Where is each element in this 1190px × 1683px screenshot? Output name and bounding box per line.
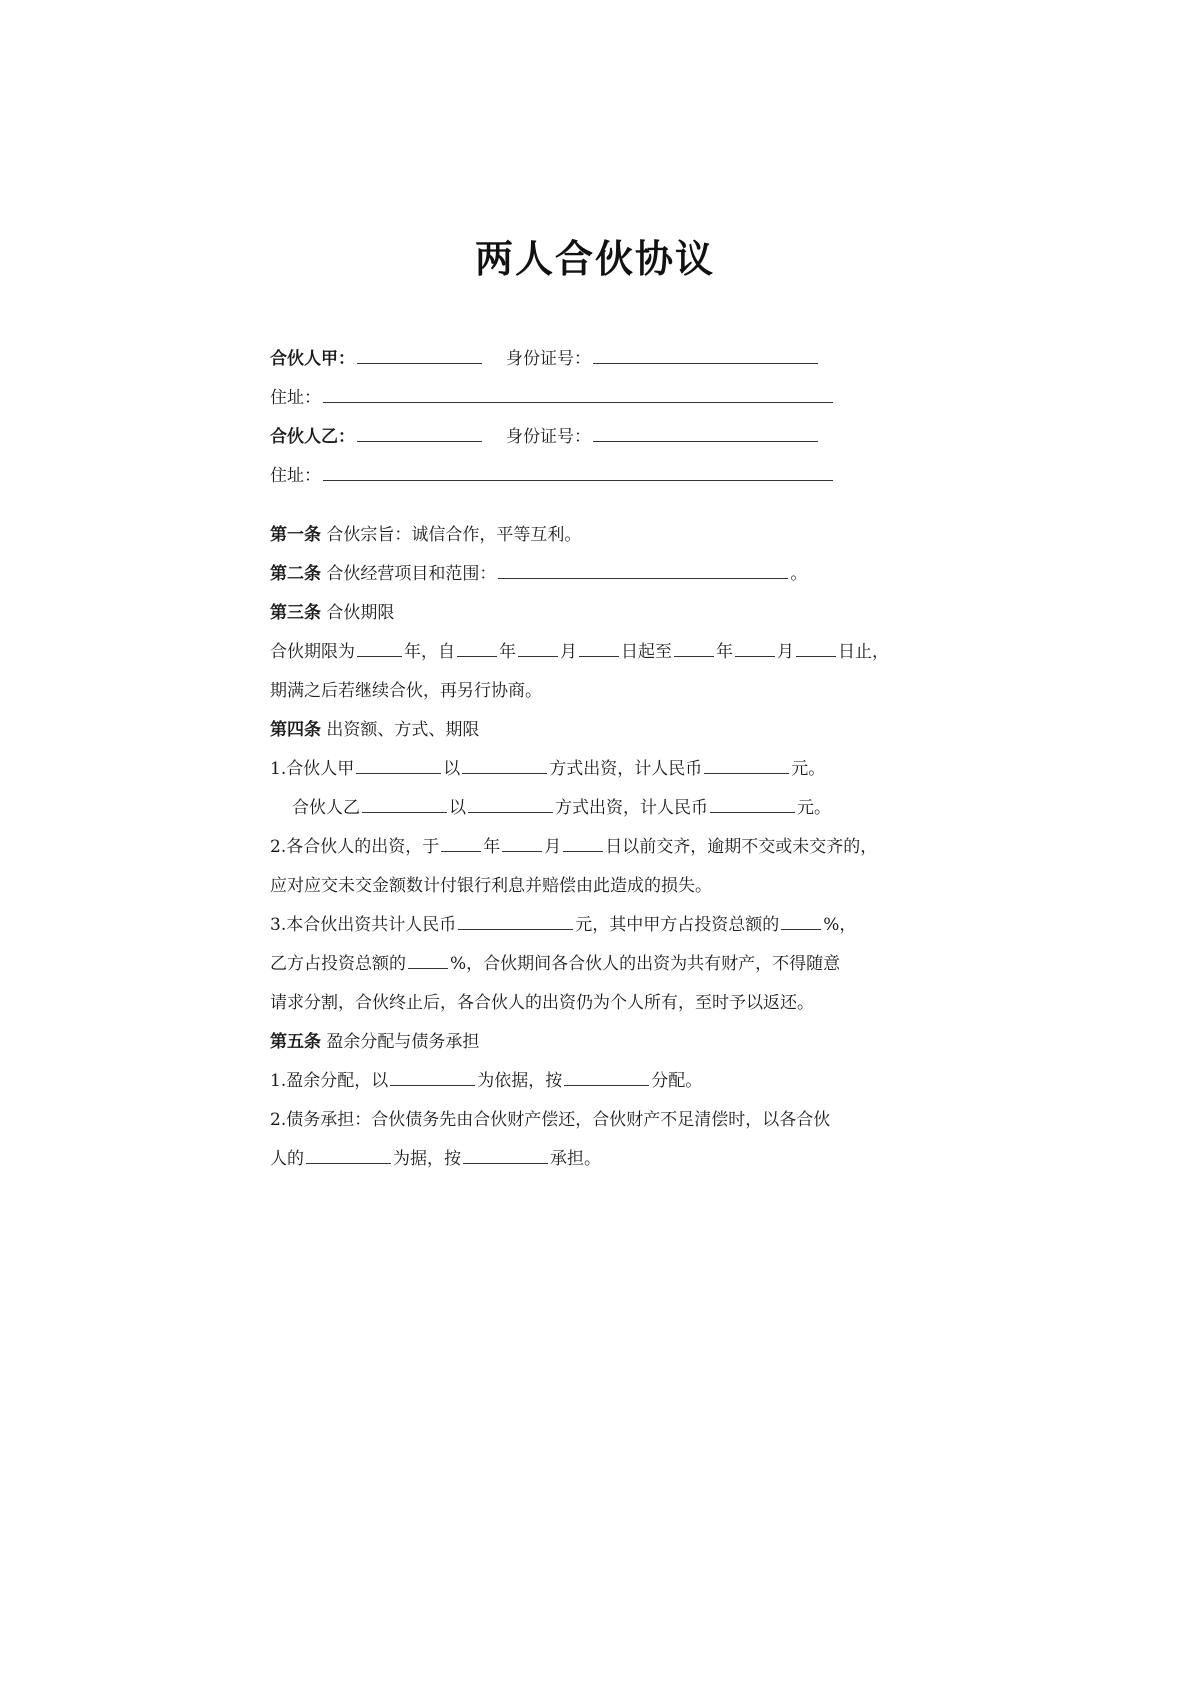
- month-label: 月: [544, 837, 562, 857]
- article-4: [270, 711, 920, 750]
- article-1-heading: 第一条: [270, 525, 321, 545]
- month-label: 月: [777, 642, 794, 662]
- partner-b-method-field[interactable]: [468, 794, 553, 813]
- document-title: 两人合伙协议: [474, 237, 715, 281]
- partner-a-address-row: [270, 379, 920, 418]
- article-5-debt-line: 2.债务承担：合伙债务先由合伙财产偿还，合伙财产不足清偿时，以各合伙: [270, 1110, 831, 1130]
- article-4-total-line: [270, 906, 920, 945]
- article-2-text: 合伙经营项目和范围：: [326, 564, 497, 584]
- partner-a-contribution-label: 1.合伙人甲: [270, 759, 355, 779]
- partner-a-address-field[interactable]: [323, 384, 833, 403]
- percent-label: %，: [823, 915, 857, 935]
- article-4-return-line: 请求分割，合伙终止后，各合伙人的出资仍为个人所有，至时予以返还。: [270, 993, 814, 1013]
- party-b-percent-field[interactable]: [408, 950, 448, 969]
- debt-basis-field[interactable]: [306, 1145, 391, 1164]
- basis-label: 为据，按: [393, 1149, 461, 1169]
- end-day-field[interactable]: [796, 638, 836, 657]
- deadline-text: 日以前交齐，逾期不交或未交齐的，: [605, 837, 878, 857]
- article-5-profit-line: [270, 1062, 920, 1101]
- total-amount-field[interactable]: [458, 911, 573, 930]
- article-4-deadline-line: [270, 828, 920, 867]
- basis-label: 为依据，按: [477, 1071, 563, 1091]
- article-2: [270, 555, 920, 594]
- partner-b-contribution-label: 合伙人乙: [292, 798, 360, 818]
- term-from-label: 年，自: [404, 642, 455, 662]
- start-year-field[interactable]: [457, 638, 497, 657]
- partner-b-id-label: 身份证号：: [506, 427, 591, 447]
- yuan-label: 元。: [791, 759, 826, 779]
- method-label: 方式出资，计人民币: [549, 759, 703, 779]
- deadline-month-field[interactable]: [502, 833, 542, 852]
- bear-label: 承担。: [550, 1149, 601, 1169]
- article-5-heading: 第五条: [270, 1032, 321, 1052]
- article-4-partner-a-contribution: [270, 750, 920, 789]
- total-label: 3.本合伙出资共计人民币: [270, 915, 457, 935]
- article-5-text: 盈余分配与债务承担: [326, 1032, 480, 1052]
- end-year-field[interactable]: [674, 638, 714, 657]
- business-scope-field[interactable]: [498, 560, 788, 579]
- partner-a-id-label: 身份证号：: [506, 349, 591, 369]
- term-label: 合伙期限为: [270, 642, 355, 662]
- article-3-heading: 第三条: [270, 603, 321, 623]
- partner-a-address-label: 住址：: [270, 388, 321, 408]
- until-label: 日起至: [621, 642, 672, 662]
- partner-a-row: [270, 340, 920, 379]
- debt-method-field[interactable]: [463, 1145, 548, 1164]
- year-label: 年: [716, 642, 733, 662]
- by-label: 以: [449, 798, 466, 818]
- year-label: 年: [483, 837, 501, 857]
- partner-b-address-row: [270, 457, 920, 496]
- start-month-field[interactable]: [518, 638, 558, 657]
- partner-a-name-field[interactable]: [357, 345, 482, 364]
- method-label: 方式出资，计人民币: [555, 798, 708, 818]
- article-5: [270, 1023, 920, 1062]
- article-4-heading: 第四条: [270, 720, 321, 740]
- document-body: [270, 340, 920, 1179]
- partner-a-id-field[interactable]: [593, 345, 818, 364]
- party-b-share-label: 乙方占投资总额的: [270, 954, 406, 974]
- article-5-debt-line-2: [270, 1140, 920, 1179]
- distribute-label: 分配。: [651, 1071, 703, 1091]
- article-1-text: 合伙宗旨：诚信合作，平等互利。: [326, 525, 582, 545]
- deadline-day-field[interactable]: [563, 833, 603, 852]
- deadline-year-field[interactable]: [441, 833, 481, 852]
- article-4-line-penalty: 应对应交未交金额数计付银行利息并赔偿由此造成的损失。: [270, 876, 712, 896]
- share-text: %，合伙期间各合伙人的出资为共有财产，不得随意: [450, 954, 841, 974]
- article-3-text: 合伙期限: [326, 603, 395, 623]
- partner-b-id-field[interactable]: [593, 423, 818, 442]
- article-3: [270, 594, 920, 633]
- term-years-field[interactable]: [357, 638, 402, 657]
- profit-label: 1.盈余分配，以: [270, 1071, 389, 1091]
- article-1: [270, 516, 920, 555]
- article-4-text: 出资额、方式、期限: [326, 720, 480, 740]
- partner-b-address-label: 住址：: [270, 466, 321, 486]
- article-4-partner-b-contribution: [270, 789, 920, 828]
- start-day-field[interactable]: [579, 638, 619, 657]
- partner-a-label: 合伙人甲：: [270, 349, 355, 369]
- end-month-field[interactable]: [735, 638, 775, 657]
- article-3-term-line: [270, 633, 920, 672]
- debt-label: 人的: [270, 1149, 304, 1169]
- partner-b-name-field[interactable]: [357, 423, 482, 442]
- month-label: 月: [560, 642, 577, 662]
- year-label: 年: [499, 642, 516, 662]
- partner-a-contribution-field[interactable]: [356, 755, 441, 774]
- article-2-heading: 第二条: [270, 564, 321, 584]
- partner-b-label: 合伙人乙：: [270, 427, 355, 447]
- partner-b-row: [270, 418, 920, 457]
- partner-b-address-field[interactable]: [323, 462, 833, 481]
- deadline-label: 2.各合伙人的出资，于: [270, 837, 440, 857]
- partner-b-contribution-field[interactable]: [362, 794, 447, 813]
- profit-method-field[interactable]: [564, 1067, 649, 1086]
- article-2-end: 。: [790, 564, 808, 584]
- day-end-label: 日止，: [838, 642, 889, 662]
- party-a-share-label: 元，其中甲方占投资总额的: [575, 915, 780, 935]
- article-3-line-2: 期满之后若继续合伙，再另行协商。: [270, 681, 542, 701]
- party-a-percent-field[interactable]: [781, 911, 821, 930]
- article-4-share-line: [270, 945, 920, 984]
- profit-basis-field[interactable]: [390, 1067, 475, 1086]
- by-label: 以: [443, 759, 461, 779]
- partner-b-amount-field[interactable]: [710, 794, 795, 813]
- partner-a-amount-field[interactable]: [704, 755, 789, 774]
- partner-a-method-field[interactable]: [462, 755, 547, 774]
- yuan-label: 元。: [797, 798, 831, 818]
